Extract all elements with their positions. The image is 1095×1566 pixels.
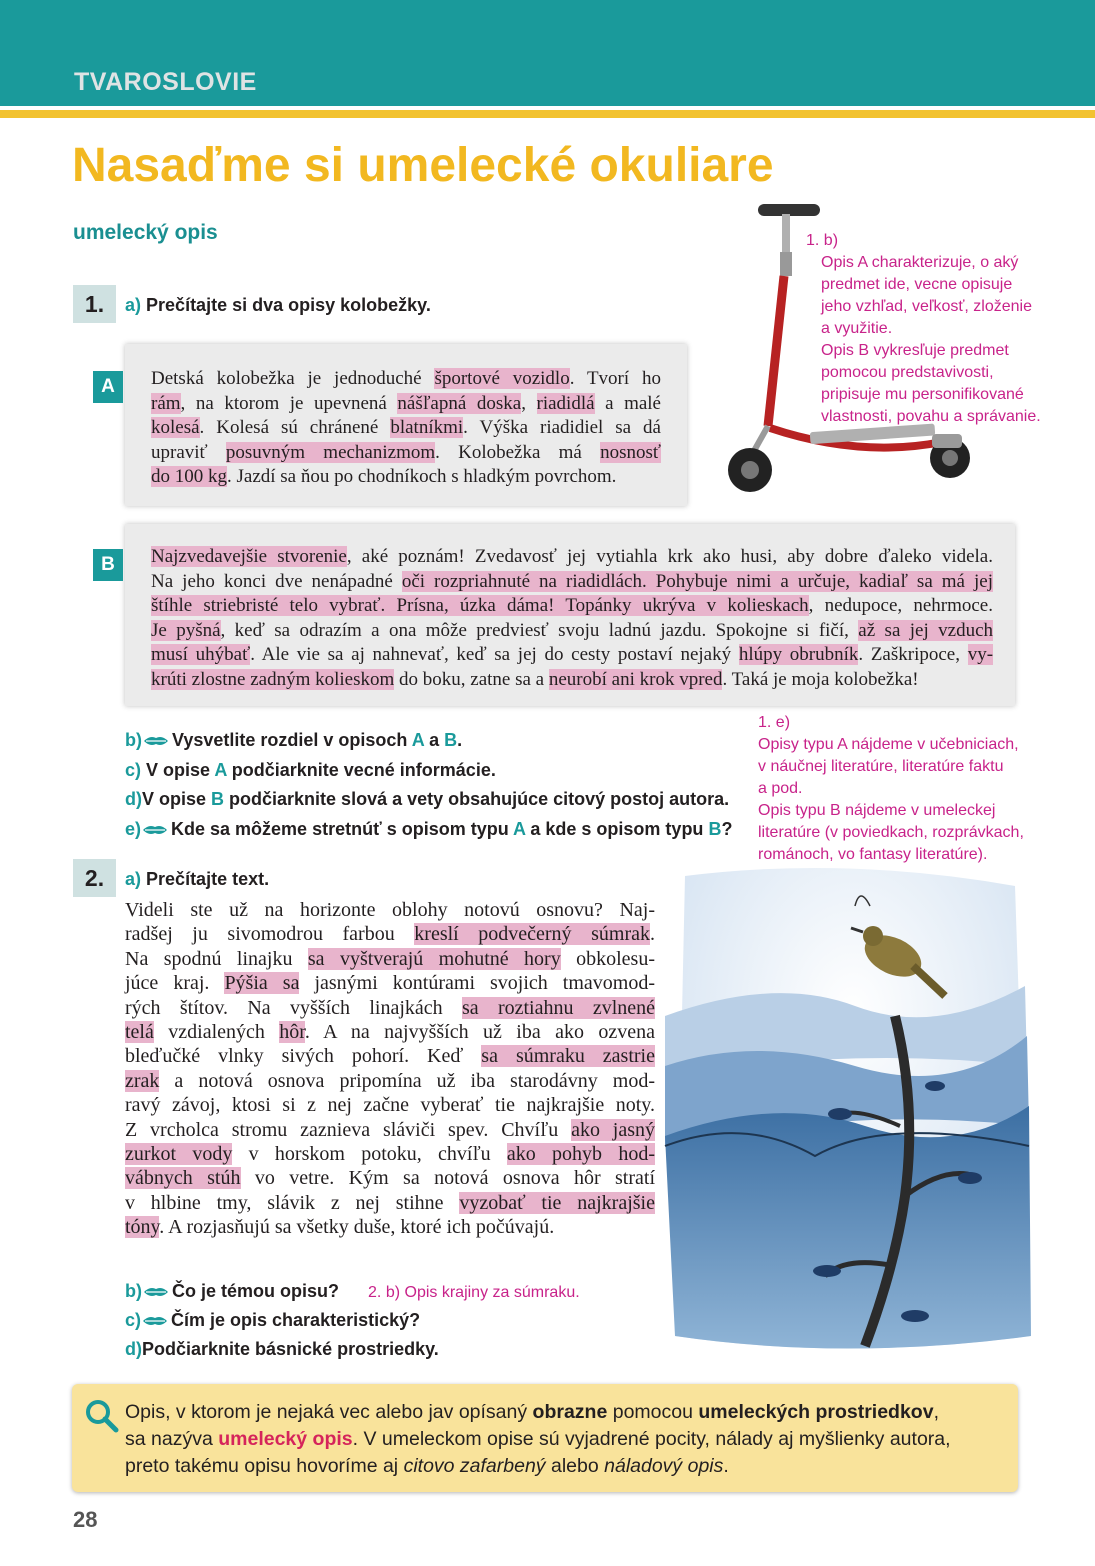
text-line — [125, 1191, 655, 1215]
text-line — [151, 619, 993, 644]
task-text: Prečítajte text. — [146, 869, 270, 889]
text-segment: a notová osnova pripomína už iba starodávny mod- — [159, 1069, 655, 1092]
note-1b-line: predmet ide, vecne opisuje — [821, 276, 1013, 293]
task-2a — [125, 869, 269, 890]
def-text: Opis, v ktorom je nejaká vec alebo jav opísaný — [125, 1401, 533, 1423]
text-line — [151, 570, 993, 595]
text-segment: ravý závoj, ktosi si z nej začne vyberať tie najkrajšie noty. — [125, 1094, 655, 1117]
def-text: pomocou — [607, 1401, 699, 1423]
text-segment: Z vrcholca stromu zaznieva sláviči spev. Chvíľu — [125, 1118, 572, 1141]
task-1d — [125, 785, 732, 815]
text-segment: , nedupoce, nehrmoce. — [808, 595, 993, 616]
text-segment: . Taká je moja kolobežka! — [722, 668, 919, 690]
text-segment: . — [650, 923, 655, 946]
task-1e — [125, 815, 732, 845]
task-text: Vysvetlite rozdiel v opisoch — [172, 730, 412, 750]
highlighted-phrase: vyzobať tie najkrajšie — [459, 1191, 655, 1214]
def-text: . V umeleckom opise sú vyjadrené pocity, nálady aj myšlienky autora, — [352, 1428, 951, 1450]
def-italic: náladový opis — [604, 1455, 724, 1477]
task-letter: c) — [125, 759, 142, 780]
task-text: podčiarknite slová a vety obsahujúce citový postoj autora. — [224, 789, 730, 809]
text-segment: , na ktorom je upevnená — [180, 392, 398, 414]
text-segment: vzdialených — [153, 1021, 280, 1044]
note-1b-line: a využitie. — [821, 320, 893, 337]
letter-b: B — [444, 730, 458, 750]
note-1b-line: pripisuje mu personifikované — [821, 386, 1024, 403]
task-1a — [125, 295, 431, 316]
task-text: Prečítajte si dva opisy kolobežky. — [146, 295, 431, 315]
header-divider — [0, 110, 1095, 118]
text-segment: , keď sa odrazím a ona môže predviesť svoju ladnú jazdu. Spokojne si fičí, — [220, 619, 859, 641]
task-text: V opise — [142, 789, 212, 809]
note-1e-line: Opisy typu A nájdeme v učebniciach, — [758, 736, 1019, 753]
text-segment: . Tvorí ho — [569, 368, 661, 389]
def-text: , — [933, 1401, 939, 1423]
highlighted-phrase: vy- — [967, 644, 994, 665]
highlighted-phrase: až sa jej vzduch — [858, 619, 994, 641]
highlighted-phrase: oči rozpriahnuté na riadidlách. Pohybuje nimi a určuje, kadiaľ sa má jej — [401, 570, 993, 592]
note-1b-line: pomocou predstavivosti, — [821, 364, 994, 381]
note-1e-line: Opis typu B nájdeme v umeleckej — [758, 802, 996, 819]
note-1e-line: v náučnej literatúre, literatúre faktu — [758, 758, 1004, 775]
task-letter: b) — [125, 1281, 142, 1301]
highlighted-phrase: telá — [125, 1021, 154, 1044]
highlighted-phrase: posuvným mechanizmom — [225, 441, 436, 463]
highlighted-phrase: hôr — [279, 1021, 305, 1044]
highlighted-phrase: sa súmraku zastrie — [481, 1045, 655, 1068]
task-text: Čím je opis charakteristický? — [171, 1310, 421, 1330]
highlighted-phrase: sa roztiahnu zvlnené — [461, 996, 656, 1019]
text-segment: v hlbine tmy, slávik z nej stihne — [125, 1191, 460, 1214]
text-segment: . Kolesá sú chránené — [199, 417, 391, 438]
highlighted-phrase: krúti zlostne zadným kolieskom — [151, 668, 395, 690]
text-segment: . Výška riadidiel sa dá — [463, 417, 661, 438]
note-1b-line: vlastnosti, povahu a správanie. — [821, 408, 1041, 425]
letter-b: B — [211, 789, 225, 809]
highlighted-phrase: neurobí ani krok vpred — [548, 668, 723, 690]
text-segment: Na spodnú linajku — [125, 947, 308, 970]
task-text: podčiarknite vecné informácie. — [226, 759, 496, 780]
task-text: V opise — [146, 759, 215, 780]
highlighted-phrase: musí uhýbať — [151, 644, 251, 665]
text-line — [125, 1118, 655, 1142]
highlighted-phrase: Najzvedavejšie stvorenie — [151, 546, 347, 567]
def-italic: citovo zafarbený — [403, 1455, 546, 1477]
task-text: Čo je témou opisu? — [172, 1281, 340, 1301]
text-segment: bleďučké vlnky sivých pohorí. Keď — [125, 1045, 482, 1068]
text-line — [125, 1044, 655, 1068]
highlighted-phrase: športové vozidlo — [434, 368, 570, 389]
task-text: Kde sa môžeme stretnúť s opisom typu — [171, 818, 514, 839]
highlighted-phrase: nosnosť — [600, 441, 661, 463]
letter-a: A — [214, 759, 227, 780]
task-letter: e) — [125, 818, 142, 839]
task-letter: b) — [125, 730, 142, 750]
def-text: preto takému opisu hovoríme aj — [125, 1455, 404, 1477]
text-b-label: B — [93, 549, 123, 581]
text-segment: , — [521, 392, 537, 414]
note-1b-ref: 1. b) — [806, 232, 839, 249]
def-text: alebo — [545, 1455, 605, 1477]
task-text: . — [457, 730, 463, 750]
subtitle: umelecký opis — [73, 221, 218, 244]
page-number: 28 — [73, 1507, 98, 1532]
note-1b-line: Opis A charakterizuje, o aký — [821, 254, 1019, 271]
text-line — [125, 1093, 655, 1117]
letter-b: B — [708, 818, 722, 839]
text-segment: obkolesu- — [560, 947, 655, 970]
section-label: TVAROSLOVIE — [74, 68, 257, 96]
text-line — [151, 643, 993, 668]
text-segment: do boku, zatne sa a — [394, 668, 549, 690]
task-letter: a) — [125, 295, 142, 315]
text-line — [151, 416, 661, 441]
def-term: umelecký opis — [218, 1428, 353, 1450]
text-line — [151, 594, 993, 619]
text-segment: . A na najvyšších už iba ako ozvena — [304, 1021, 655, 1044]
highlighted-phrase: kolesá — [151, 417, 200, 438]
text-line — [151, 441, 661, 466]
text-line — [125, 1166, 655, 1190]
text-segment: . Ale vie sa aj nahnevať, keď sa jej do cesty postaví nejaký — [250, 644, 739, 665]
definition-text — [125, 1399, 1005, 1480]
letter-a: A — [513, 818, 526, 839]
note-1b — [806, 230, 1041, 428]
text-line — [151, 668, 993, 693]
task-2b — [125, 1277, 580, 1306]
highlighted-phrase: ako jasný — [571, 1118, 655, 1141]
highlighted-phrase: blatníkmi — [390, 417, 464, 438]
highlighted-phrase: Pýšia sa — [224, 972, 300, 995]
text-segment: , aké poznám! Zvedavosť jej vytiahla krk ako husi, aby dobre ďaleko videla. — [346, 546, 993, 567]
lips-icon — [142, 1315, 168, 1327]
lips-icon — [143, 1286, 169, 1298]
task-2-text — [125, 898, 655, 1240]
task-text: a — [424, 730, 445, 750]
lips-icon — [142, 824, 168, 836]
text-segment: Na jeho konci dve nenápadné — [151, 570, 402, 592]
text-segment: v horskom potoku, chvíľu — [232, 1143, 507, 1166]
magnifier-icon — [84, 1398, 120, 1434]
text-segment: . Zaškripoce, — [858, 644, 968, 665]
highlighted-phrase: štíhle striebristé telo vybrať. Prísna, úzka dáma! Topánky ukrýva v kolieskach — [151, 595, 809, 616]
text-segment: a malé — [594, 392, 661, 414]
task-text: ? — [721, 818, 733, 839]
text-line — [125, 947, 655, 971]
text-segment: radšej ju sivomodrou farbou — [125, 923, 415, 946]
highlighted-phrase: ako pohyb hod- — [506, 1143, 655, 1166]
task-text: a kde s opisom typu — [525, 818, 709, 839]
task-1-number: 1. — [73, 285, 116, 323]
highlighted-phrase: vábnych stúh — [125, 1167, 241, 1190]
task-2d — [125, 1335, 580, 1364]
text-line — [125, 1142, 655, 1166]
task-letter: a) — [125, 869, 142, 889]
text-line — [125, 1069, 655, 1093]
note-1e — [758, 712, 1024, 866]
def-bold: obrazne — [532, 1401, 608, 1423]
highlighted-phrase: Je pyšná — [151, 619, 221, 641]
task-letter: d) — [125, 1339, 142, 1359]
note-1b-line: Opis B vykresľuje predmet — [821, 342, 1009, 359]
text-line — [125, 1215, 655, 1239]
text-segment: . A rozjasňujú sa všetky duše, ktoré ich počúvajú. — [159, 1216, 555, 1239]
text-line — [151, 392, 661, 417]
text-segment: Detská kolobežka je jednoduché — [151, 368, 435, 389]
lips-icon — [143, 735, 169, 747]
text-segment: Videli ste už na horizonte oblohy notovú osnovu? Naj- — [125, 899, 655, 921]
def-text: sa nazýva — [125, 1428, 219, 1450]
text-line — [151, 465, 661, 490]
text-line — [125, 898, 655, 922]
text-segment: . Kolobežka má — [435, 441, 601, 463]
highlighted-phrase: zurkot vody — [125, 1143, 233, 1166]
text-segment: vo vetre. Kým sa notová osnova hôr stratí — [240, 1167, 656, 1190]
letter-a: A — [411, 730, 425, 750]
highlighted-phrase: rám — [151, 392, 181, 414]
task-letter: d) — [125, 789, 142, 809]
def-text: . — [723, 1455, 729, 1477]
highlighted-phrase: tóny — [125, 1216, 160, 1239]
note-1e-line: románoch, vo fantasy literatúre). — [758, 846, 988, 863]
note-1b-line: jeho vzhľad, veľkosť, zloženie — [821, 298, 1032, 315]
highlighted-phrase: hlúpy obrubník — [738, 644, 859, 665]
text-line — [151, 367, 661, 392]
task-2-questions — [125, 1277, 580, 1364]
text-line — [125, 1020, 655, 1044]
text-segment: upraviť — [151, 441, 226, 463]
highlighted-phrase: nášľapná doska — [397, 392, 522, 414]
text-line — [125, 996, 655, 1020]
def-bold: umeleckých prostriedkov — [698, 1401, 934, 1423]
highlighted-phrase: zrak — [125, 1069, 160, 1092]
text-b-body — [151, 545, 993, 692]
text-segment: júce kraj. — [125, 972, 225, 995]
highlighted-phrase: sa vyštverajú mohutné hory — [307, 947, 561, 970]
task-1b — [125, 726, 732, 756]
note-1e-line: a pod. — [758, 780, 803, 797]
text-segment: jasnými kontúrami svojich tmavomod- — [299, 972, 656, 995]
note-2b: 2. b) Opis krajiny za súmraku. — [368, 1284, 580, 1301]
note-1e-line: literatúre (v poviedkach, rozprávkach, — [758, 824, 1024, 841]
task-2c — [125, 1306, 580, 1335]
task-letter: c) — [125, 1310, 142, 1330]
text-line — [151, 545, 993, 570]
text-a-body — [151, 367, 661, 490]
page-title: Nasaďme si umelecké okuliare — [72, 139, 774, 192]
task-1c — [125, 756, 732, 786]
highlighted-phrase: do 100 kg — [151, 466, 227, 487]
text-line — [125, 922, 655, 946]
task-text: Podčiarknite básnické prostriedky. — [142, 1339, 439, 1359]
landscape-illustration — [655, 866, 1035, 1366]
text-line — [125, 971, 655, 995]
highlighted-phrase: riadidlá — [536, 392, 595, 414]
task-1-questions — [125, 726, 732, 844]
note-1e-ref: 1. e) — [758, 714, 791, 731]
text-segment: rých štítov. Na vyšších linajkách — [125, 996, 462, 1019]
text-a-label: A — [93, 371, 123, 403]
highlighted-phrase: kreslí podvečerný súmrak — [414, 923, 650, 946]
text-segment: . Jazdí sa ňou po chodníkoch s hladkým povrchom. — [227, 466, 617, 487]
task-2-number: 2. — [73, 859, 116, 897]
